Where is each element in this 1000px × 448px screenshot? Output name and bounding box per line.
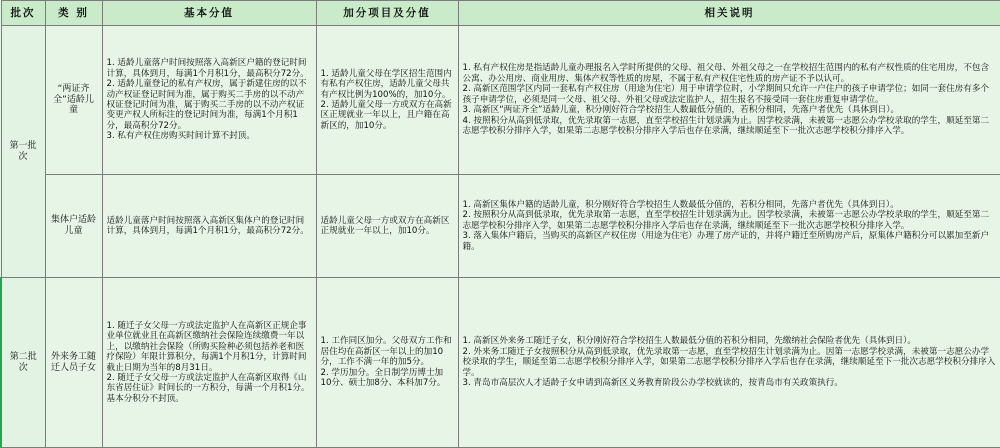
note-item: 3. 高新区“两证齐全”适龄儿童，积分刚好符合学校招生人数最低分值的，若积分相同，先落户者优先（具体到日）。: [462, 105, 900, 116]
notes-cell: [458, 26, 1000, 175]
bonus-item: 1. 适龄儿童父母在学区招生范围内有私有产权住房，适龄儿童父母共有产权比例为100%的，加10分。: [320, 68, 452, 100]
table-row: [1, 175, 1000, 278]
bonus-items-cell: [316, 175, 458, 278]
basic-score-item: 1. 随迁子女父母一方或法定监护人在高新区正规企事业单位就业且在高新区缴纳社会保险连续缴费一年以上，以缴纳社会保险（所购买险种必须包括养老和医疗保险）年限计算积分，每满1个月积1分，计算时间截止日期为当年的8月31日。: [106, 320, 307, 373]
note-item: 2. 外来务工随迁子女按照积分从高到低录取，优先录取第一志愿，直至学校招生计划录满为止。因第一志愿学校录满，未被第一志愿公办学校录取的学生，顺延至第二志愿学校积分排序入学，如果第二志愿学校积分排序入学后也存在录满，继续顺延至下一批次志愿学校积分排序入学。: [462, 346, 996, 378]
batch-cell-second: 第二批次: [1, 278, 45, 448]
header-bonus-items: 加分项目及分值: [316, 1, 458, 26]
category-cell: 集体户适龄儿童: [45, 175, 102, 278]
bonus-item: 1. 工作同区加分。父母双方工作和居住均在高新区一年以上的加10分，工作不满一年的加5分。: [320, 336, 452, 368]
bonus-item: 2. 学历加分。全日制学历博士加10分、硕士加8分、本科加7分。: [320, 367, 446, 389]
basic-score-item: 3. 私有产权住房购买时间计算不封顶。: [106, 131, 255, 142]
bonus-item: 2. 适龄儿童父母一方或双方在高新区正规就业一年以上，且户籍在高新区的，加10分。: [320, 100, 452, 131]
note-item: 2. 按照积分从高到低录取，优先录取第一志愿，直至学校招生计划录满为止。因学校录满，未被第一志愿公办学校录取的学生，顺延至第二志愿学校积分排序入学，如果第二志愿学校积分排序入学后也存在录满，继续顺延至下一批次志愿学校积分排序入学。: [462, 210, 990, 231]
category-cell: 外来务工随迁人员子女: [45, 278, 102, 448]
note-item: 3. 青岛市高层次人才适龄子女申请到高新区义务教育阶段公办学校就读的，按青岛市有关政策执行。: [462, 378, 843, 389]
basic-score-item: 适龄儿童落户时间按照落入高新区集体户的登记时间计算，具体到月，每满1个月积1分，最高积分72分。: [106, 215, 309, 236]
header-basic-score: 基本分值: [102, 1, 316, 26]
note-item: 2. 高新区范围学区内同一套私有产权住房（用途为住宅）用于申请学位时，小学期间只允许一户住户的孩子申请学位；如同一套住房有多个孩子申请学位，必须是同一父母、祖父母、外祖父母或法定监护人，招生报名不接受同一套住房重复申请学位。: [462, 84, 990, 105]
batch-cell-first: 第一批次: [1, 26, 45, 278]
header-notes: 相关说明: [458, 1, 1000, 26]
table-row: [1, 278, 1000, 448]
bonus-item: 适龄儿童父母一方或双方在高新区正规就业一年以上，加10分。: [320, 215, 450, 236]
header-batch: 批次: [1, 1, 45, 26]
basic-score-cell: [102, 175, 316, 278]
note-item: 1. 私有产权住房是指适龄儿童办理报名入学时所提供的父母、祖父母、外祖父母之一在学校招生范围内的私有产权性质的住宅用房，不包含公寓、办公用房、商业用房、集体产权等性质的房屋，不属于私有产权住宅性质的房产证不予以认可。: [462, 63, 990, 84]
note-item: 4. 按照积分从高到低录取，优先录取第一志愿，直至学校招生计划录满为止。因学校录满，未被第一志愿公办学校录取的学生，顺延至第二志愿学校积分排序入学，如果第二志愿学校积分排序入学后也存在录满，继续顺延至下一批次志愿学校积分排序入学。: [462, 115, 990, 137]
notes-cell: [458, 175, 1000, 278]
basic-score-item: 2. 适龄儿童登记的私有产权房，属于新建住房的以不动产权证登记时间为准，属于购买二手房的以不动产权证登记时间为准，属于购买二手房的以不动产权证变更产权人所标注的登记时间为准，每满1个月积1分，最高积分72分。: [106, 79, 307, 131]
note-item: 1. 高新区外来务工随迁子女，积分刚好符合学校招生人数最低分值的若积分相同，先缴纳社会保险者优先（具体到日）。: [462, 336, 917, 347]
note-item: 1. 高新区集体户籍的适龄儿童，积分刚好符合学校招生人数最低分值的，若积分相同，先落户者优先（具体到日）。: [462, 199, 899, 210]
category-cell: “两证齐全”适龄儿童: [45, 26, 102, 175]
basic-score-item: 1. 适龄儿童落户时间按照落入高新区户籍的登记时间计算，具体到月，每满1个月积1分，最高积分72分。: [106, 58, 309, 79]
note-item: 3. 落入集体户籍后，当购买的高新区产权住房（用途为住宅）办理了房产证的，并将户籍迁至所购房产后，原集体户籍积分可以累加至新户籍。: [462, 231, 990, 252]
basic-score-cell: [102, 278, 316, 448]
table-header-row: [1, 1, 1000, 26]
basic-score-item: 2. 随迁子女父母一方或法定监护人在高新区取得《山东省居住证》时间长的一方积分，每满一个月积1分。基本分积分不封顶。: [106, 372, 310, 404]
table-row: [1, 26, 1000, 175]
bonus-items-cell: [316, 26, 458, 175]
basic-score-cell: [102, 26, 316, 175]
header-category: 类 别: [45, 1, 102, 26]
notes-cell: [458, 278, 1000, 448]
bonus-items-cell: [316, 278, 458, 448]
